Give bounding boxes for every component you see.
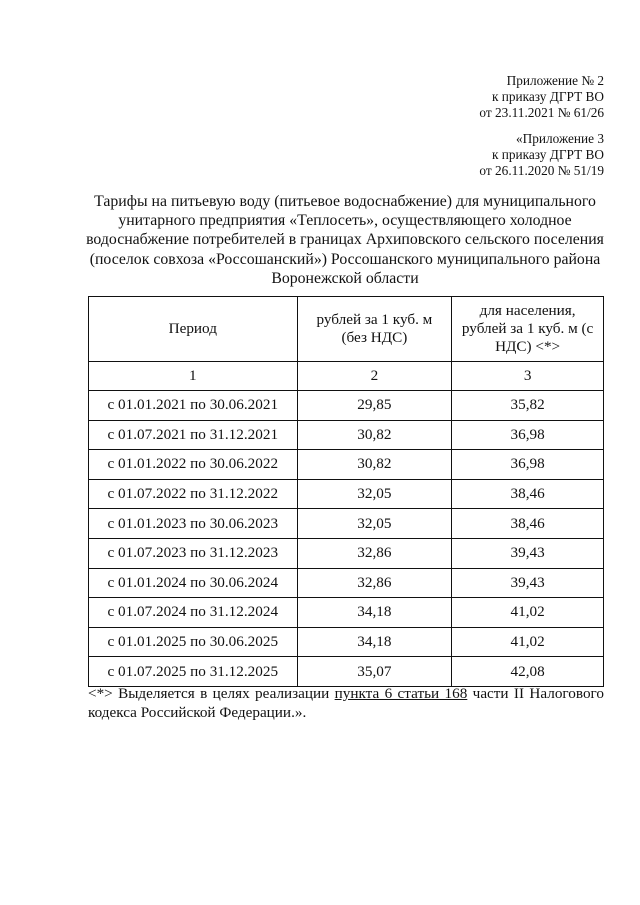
period-cell: с 01.01.2024 по 30.06.2024 — [89, 568, 298, 598]
table-row — [89, 627, 604, 657]
period-cell: с 01.07.2021 по 31.12.2021 — [89, 420, 298, 450]
appendix-3-line-2: к приказу ДГРТ ВО — [491, 147, 604, 162]
document-title — [85, 192, 605, 288]
appendix-2-line-3: от 23.11.2021 № 61/26 — [479, 105, 604, 120]
period-cell: с 01.01.2022 по 30.06.2022 — [89, 450, 298, 480]
table-row — [89, 479, 604, 509]
table-row — [89, 538, 604, 568]
period-cell: с 01.01.2023 по 30.06.2023 — [89, 509, 298, 539]
index-cell: 2 — [297, 362, 452, 391]
price-no-vat-cell: 29,85 — [297, 391, 452, 421]
price-population-vat-cell: 35,82 — [452, 391, 604, 421]
price-no-vat-cell: 32,05 — [297, 479, 452, 509]
price-population-vat-cell: 39,43 — [452, 568, 604, 598]
period-cell: с 01.01.2025 по 30.06.2025 — [89, 627, 298, 657]
table-row — [89, 598, 604, 628]
header-price-no-vat: рублей за 1 куб. м (без НДС) — [297, 297, 452, 362]
table-row — [89, 657, 604, 687]
price-population-vat-cell: 39,43 — [452, 538, 604, 568]
period-cell: с 01.07.2024 по 31.12.2024 — [89, 598, 298, 628]
header-period: Период — [89, 297, 298, 362]
table-header-row — [89, 297, 604, 362]
title-line: (поселок совхоза «Россошанский») Россошанского муниципального района — [89, 250, 601, 268]
period-cell: с 01.07.2023 по 31.12.2023 — [89, 538, 298, 568]
table-row — [89, 391, 604, 421]
table-row — [89, 509, 604, 539]
appendix-3-line-1: «Приложение 3 — [516, 131, 604, 146]
period-cell: с 01.07.2022 по 31.12.2022 — [89, 479, 298, 509]
price-population-vat-cell: 38,46 — [452, 479, 604, 509]
header-price-population-vat: для населения, рублей за 1 куб. м (с НДС) <*> — [452, 297, 604, 362]
index-cell: 3 — [452, 362, 604, 391]
appendix-2-header — [479, 73, 604, 121]
price-population-vat-cell: 36,98 — [452, 450, 604, 480]
tax-code-link[interactable]: пункта 6 статьи 168 — [334, 685, 468, 702]
price-no-vat-cell: 32,05 — [297, 509, 452, 539]
price-no-vat-cell: 34,18 — [297, 598, 452, 628]
table-row — [89, 568, 604, 598]
table-row — [89, 420, 604, 450]
title-line: водоснабжение потребителей в границах Архиповского сельского поселения — [86, 231, 604, 249]
price-population-vat-cell: 41,02 — [452, 598, 604, 628]
price-population-vat-cell: 42,08 — [452, 657, 604, 687]
footnote — [88, 684, 604, 722]
appendix-2-line-1: Приложение № 2 — [506, 73, 604, 88]
appendix-3-line-3: от 26.11.2020 № 51/19 — [479, 163, 604, 178]
tariff-table — [88, 296, 604, 687]
footnote-suffix: части II Налогового кодекса Российской Федерации.». — [88, 685, 604, 721]
title-line: Тарифы на питьевую воду (питьевое водоснабжение) для муниципального — [94, 193, 596, 210]
price-population-vat-cell: 38,46 — [452, 509, 604, 539]
table-body — [89, 391, 604, 687]
period-cell: с 01.01.2021 по 30.06.2021 — [89, 391, 298, 421]
title-line: Воронежской области — [271, 269, 419, 287]
table-index-row — [89, 362, 604, 391]
price-population-vat-cell: 41,02 — [452, 627, 604, 657]
table-row — [89, 450, 604, 480]
price-no-vat-cell: 34,18 — [297, 627, 452, 657]
price-no-vat-cell: 30,82 — [297, 420, 452, 450]
price-no-vat-cell: 32,86 — [297, 538, 452, 568]
appendix-3-header — [479, 131, 604, 179]
footnote-prefix: <*> Выделяется в целях реализации — [88, 685, 335, 702]
price-no-vat-cell: 35,07 — [297, 657, 452, 687]
period-cell: с 01.07.2025 по 31.12.2025 — [89, 657, 298, 687]
price-population-vat-cell: 36,98 — [452, 420, 604, 450]
index-cell: 1 — [89, 362, 298, 391]
title-line: унитарного предприятия «Теплосеть», осуществляющего холодное — [118, 212, 572, 230]
price-no-vat-cell: 32,86 — [297, 568, 452, 598]
price-no-vat-cell: 30,82 — [297, 450, 452, 480]
appendix-2-line-2: к приказу ДГРТ ВО — [491, 89, 604, 104]
